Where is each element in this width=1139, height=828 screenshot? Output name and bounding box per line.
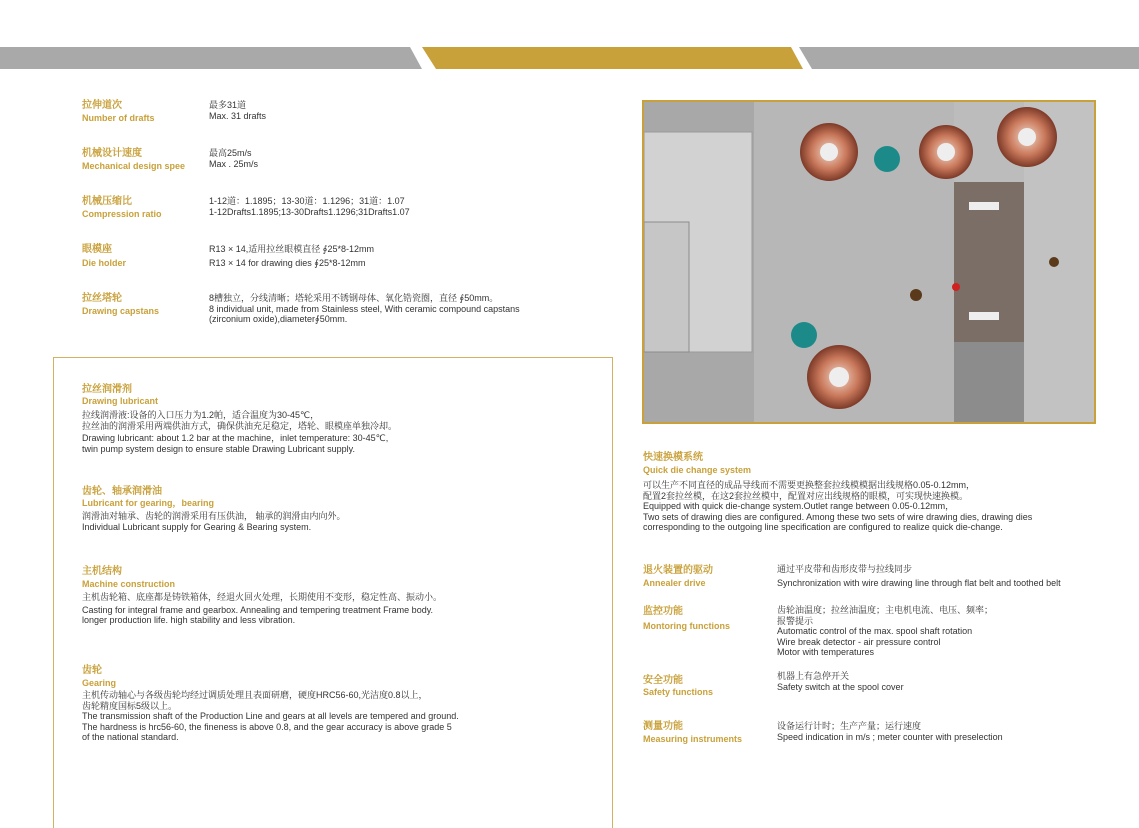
reel-icon xyxy=(800,123,858,181)
spec-label-en: Mechanical design spee xyxy=(82,161,186,171)
spec-label-cn: 拉伸道次 xyxy=(82,100,122,111)
spec-label-en: Number of drafts xyxy=(82,113,155,123)
lube-line: twin pump system design to ensure stable Drawing Lubricant supply. xyxy=(82,443,355,454)
function-line: Motor with temperatures xyxy=(777,647,875,658)
spec-line: (zirconium oxide),diameter∮50mm. xyxy=(209,314,348,325)
function-label-en: Measuring instruments xyxy=(643,734,743,744)
knob-icon xyxy=(910,289,922,301)
lube-line: 拉丝油的润滑采用两端供油方式，确保供油充足稳定，塔轮、眼模座单独冷却。 xyxy=(82,420,398,431)
spec-label-en: Die holder xyxy=(82,258,127,268)
spec-label-cn: 机械压缩比 xyxy=(82,196,132,207)
lube-text xyxy=(82,690,459,743)
spec-label-cn: 机械设计速度 xyxy=(82,148,142,159)
spec-line: 1-12Drafts1.1895;13-30Drafts1.1296;31Drafts1.07 xyxy=(209,206,410,217)
function-label-cn: 退火装置的驱动 xyxy=(643,565,713,576)
function-value xyxy=(777,564,1061,588)
lube-text xyxy=(82,592,442,626)
spec-value xyxy=(209,244,374,268)
function-line: 报警提示 xyxy=(777,615,814,626)
lube-line: 拉线润滑液:设备的入口压力为1.2帕，适合温度为30-45℃， xyxy=(82,410,320,420)
function-line: Automatic control of the max. spool shaft rotation xyxy=(777,626,973,637)
banner-gold xyxy=(422,47,803,69)
spec-line: Max . 25m/s xyxy=(209,158,259,169)
quick-change-line: Two sets of drawing dies are configured. Among these two sets of wire drawing dies, drawing dies xyxy=(643,511,1033,522)
spec-value xyxy=(209,293,520,325)
reel-icon xyxy=(919,125,973,179)
lube-label-en: Drawing lubricant xyxy=(82,396,159,406)
lube-text xyxy=(82,511,346,532)
lube-line: of the national standard. xyxy=(82,732,179,743)
quick-change-label-en: Quick die change system xyxy=(643,465,752,475)
function-label-en: Montoring functions xyxy=(643,621,730,631)
function-label-en: Safety functions xyxy=(643,687,714,697)
lube-text xyxy=(82,410,397,454)
lube-line: 齿轮精度国标5级以上。 xyxy=(82,700,178,711)
reel-icon xyxy=(807,345,871,409)
spec-line: 最多31道 xyxy=(209,100,247,110)
function-label-cn: 监控功能 xyxy=(643,606,683,617)
function-label-en: Annealer drive xyxy=(643,578,706,588)
function-label-cn: 安全功能 xyxy=(643,675,683,686)
knob-icon xyxy=(1049,257,1059,267)
function-line: 设备运行计时；生产产量；运行速度 xyxy=(777,721,922,731)
machine-photo xyxy=(642,100,1096,424)
function-label-cn: 测量功能 xyxy=(643,721,683,732)
function-value xyxy=(777,605,993,658)
indicator-light-icon xyxy=(952,283,960,291)
lube-line: Casting for integral frame and gearbox. Annealing and tempering treatment Frame body. xyxy=(82,604,434,615)
function-line: Wire break detector - air pressure control xyxy=(777,636,941,647)
lube-line: Drawing lubricant: about 1.2 bar at the machine，inlet temperature: 30-45℃, xyxy=(82,433,389,444)
spec-label-en: Compression ratio xyxy=(82,209,162,219)
lube-label-cn: 齿轮 xyxy=(82,665,102,676)
function-line: 通过平皮带和齿形皮带与拉线同步 xyxy=(777,564,913,574)
banner-right-grey xyxy=(799,47,1139,69)
spec-label-cn: 拉丝塔轮 xyxy=(82,293,122,304)
lube-label-en: Gearing xyxy=(82,678,117,688)
spec-label-en: Drawing capstans xyxy=(82,306,160,316)
lube-line: longer production life. high stability and less vibration. xyxy=(82,615,296,626)
lube-line: The transmission shaft of the Production Line and gears at all levels are tempered and ground. xyxy=(82,711,459,722)
quick-change-text xyxy=(643,480,1032,533)
quick-change-label-cn: 快速换模系统 xyxy=(643,452,703,463)
lube-line: 润滑油对轴承、齿轮的润滑采用有压供油， 轴承的润滑由内向外。 xyxy=(82,511,346,521)
lube-label-cn: 主机结构 xyxy=(82,566,122,577)
machine-illustration xyxy=(644,102,1094,422)
spec-line: R13 × 14,适用拉丝眼模直径 ∮25*8-12mm xyxy=(209,244,374,254)
banner-left-grey xyxy=(0,47,422,69)
lube-label-en: Machine construction xyxy=(82,579,176,589)
spec-value xyxy=(209,100,266,121)
lube-line: 主机传动轴心与各级齿轮均经过调质处理且表面研磨，硬度HRC56-60,光洁度0.8以上， xyxy=(82,690,428,700)
quick-change-line: corresponding to the outgoing line specification are configured to realize quick die-change. xyxy=(643,522,1003,533)
spec-line: 1-12道：1.1895；13-30道：1.1296；31道：1.07 xyxy=(209,196,405,206)
lube-line: Individual Lubricant supply for Gearing & Bearing system. xyxy=(82,521,312,532)
spec-line: 8 individual unit, made from Stainless steel, With ceramic compound capstans xyxy=(209,303,520,314)
quick-change-line: Equipped with quick die-change system.Outlet range between 0.05-0.12mm， xyxy=(643,501,955,512)
reel-icon xyxy=(997,107,1057,167)
function-value xyxy=(777,671,904,692)
die-holder-icon xyxy=(969,312,999,320)
lube-label-cn: 拉丝润滑剂 xyxy=(82,384,132,395)
function-line: Safety switch at the spool cover xyxy=(777,681,904,692)
lube-line: 主机齿轮箱、底座都是铸铁箱体，经退火回火处理，长期使用不变形，稳定性高、振动小。 xyxy=(82,592,443,602)
spec-label-cn: 眼模座 xyxy=(82,244,112,255)
spec-value xyxy=(209,196,410,217)
header-banner xyxy=(0,47,1139,69)
function-line: Synchronization with wire drawing line through flat belt and toothed belt xyxy=(777,577,1061,588)
lube-line: The hardness is hrc56-60, the fineness is above 0.8, and the gear accuracy is above grade 5 xyxy=(82,721,452,732)
function-line: 齿轮油温度；拉丝油温度；主电机电流、电压、频率； xyxy=(777,605,994,615)
quick-change-line: 配置2套拉丝模，在这2套拉丝模中，配置对应出线规格的眼模，可实现快速换模。 xyxy=(643,490,969,501)
lube-label-en: Lubricant for gearing，bearing xyxy=(82,498,215,508)
function-value xyxy=(777,721,1003,742)
quick-change-line: 可以生产不同直径的成品导线而不需要更换整套拉线模模据出线规格0.05-0.12mm， xyxy=(643,480,976,490)
function-line: Speed indication in m/s ; meter counter with preselection xyxy=(777,731,1003,742)
die-holder-icon xyxy=(969,202,999,210)
spec-value xyxy=(209,148,258,169)
lube-label-cn: 齿轮、轴承润滑油 xyxy=(82,486,162,497)
spec-line: 最高25m/s xyxy=(209,148,252,158)
function-line: 机器上有急停开关 xyxy=(777,671,850,681)
spec-line: Max. 31 drafts xyxy=(209,110,267,121)
spec-line: 8槽独立，分线清晰；塔轮采用不锈钢母体、氧化锆瓷圈，直径 ∮50mm。 xyxy=(209,293,499,303)
spec-line: R13 × 14 for drawing dies ∮25*8-12mm xyxy=(209,257,366,268)
